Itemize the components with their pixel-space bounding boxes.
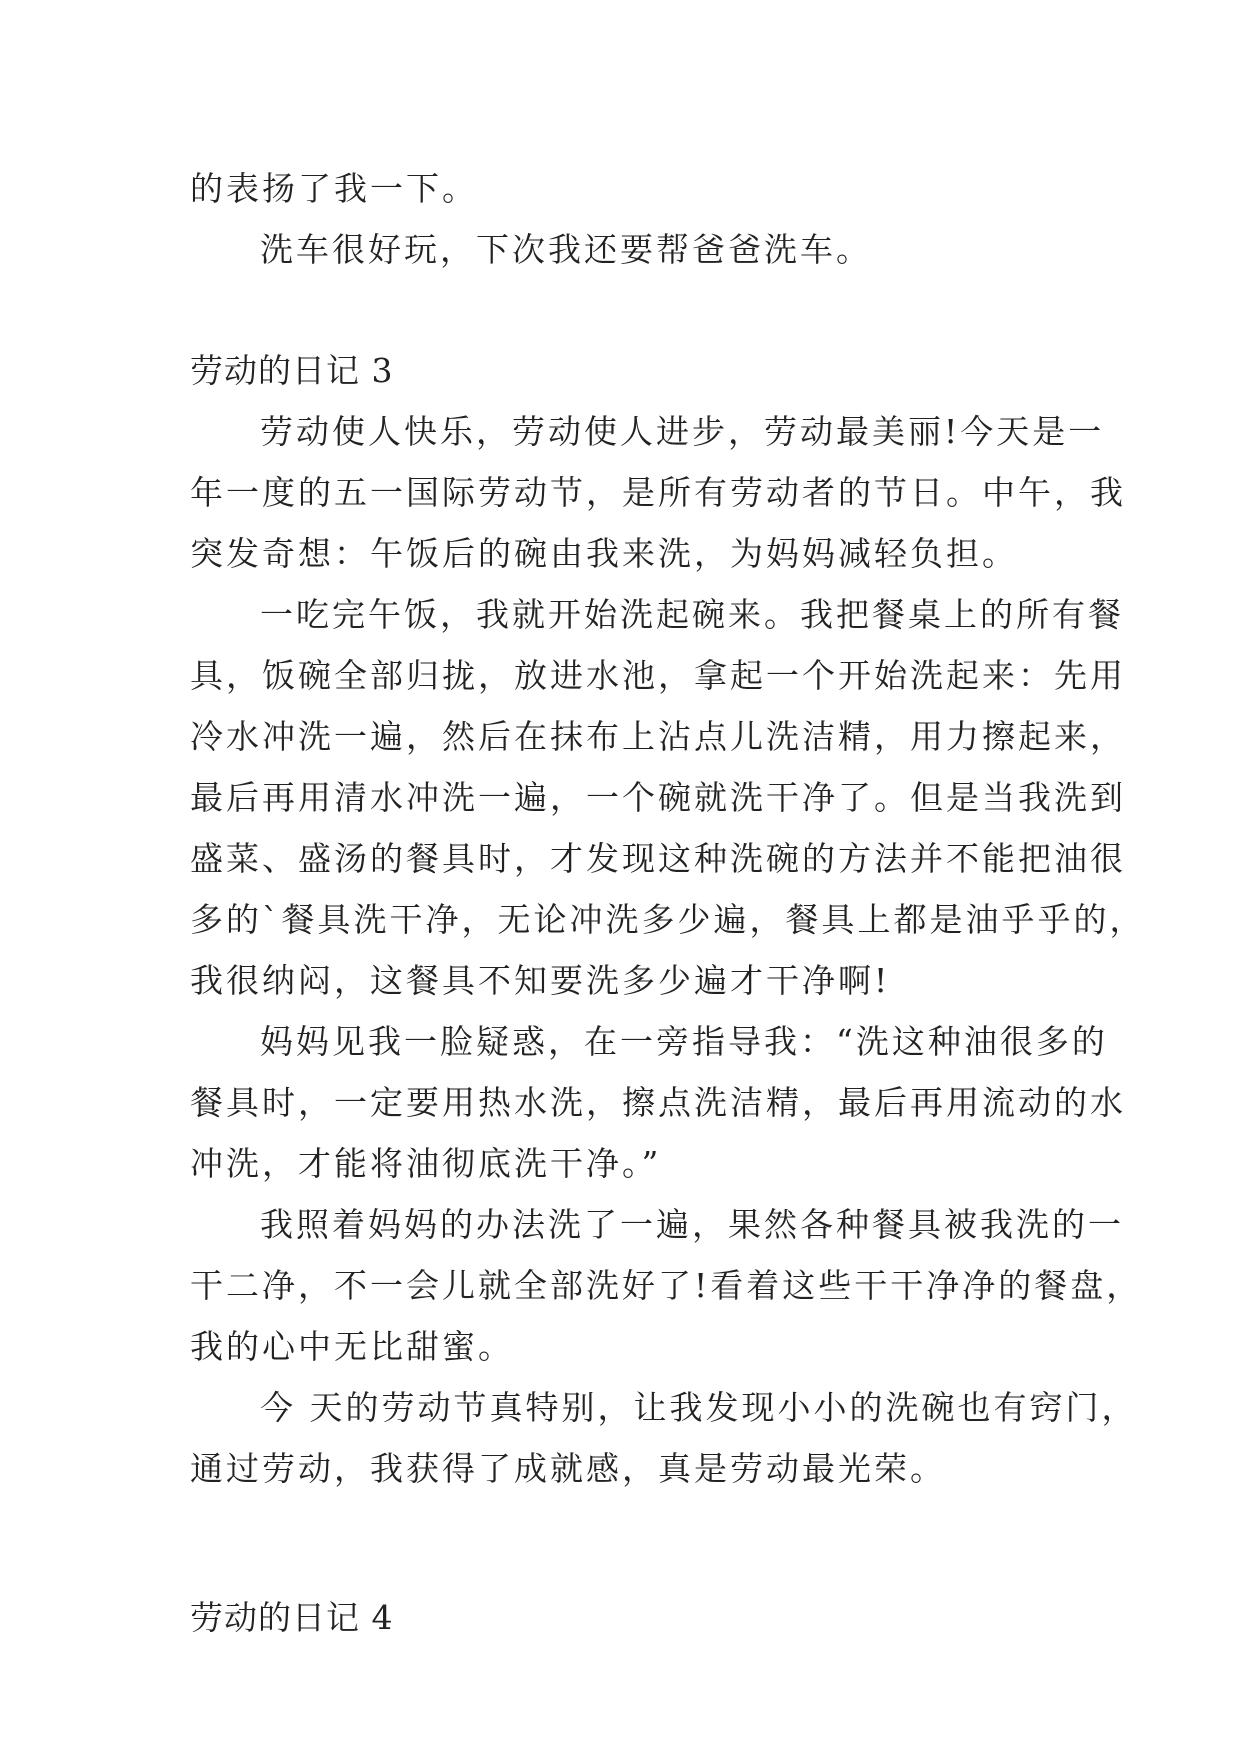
paragraph: [190, 584, 1146, 1011]
paragraph: [190, 1011, 1126, 1194]
text-line: 我很纳闷，这餐具不知要洗多少遍才干净啊!: [190, 961, 891, 1000]
text-line: 最后再用清水冲洗一遍，一个碗就洗干净了。但是当我洗到: [190, 778, 1126, 817]
text-line: 多的`餐具洗干净，无论冲洗多少遍，餐具上都是油乎乎的，: [190, 900, 1146, 939]
text-line: 突发奇想：午饭后的碗由我来洗，为妈妈减轻负担。: [190, 534, 1018, 573]
paragraph: [190, 401, 1126, 584]
text-line: 一吃完午饭，我就开始洗起碗来。我把餐桌上的所有餐: [260, 595, 1124, 634]
text-line: 妈妈见我一脸疑惑，在一旁指导我：“洗这种油很多的: [260, 1022, 1108, 1061]
paragraph: [190, 1377, 1138, 1499]
text-line: 具，饭碗全部归拢，放进水池，拿起一个开始洗起来：先用: [190, 656, 1126, 695]
text-line: 年一度的五一国际劳动节，是所有劳动者的节日。中午，我: [190, 473, 1126, 512]
intro-line: 的表扬了我一下。: [190, 169, 478, 208]
paragraph: [190, 1194, 1143, 1377]
document-body: [190, 158, 1146, 1648]
text-line: 餐具时，一定要用热水洗，擦点洗洁精，最后再用流动的水: [190, 1083, 1126, 1122]
text-line: 盛菜、盛汤的餐具时，才发现这种洗碗的方法并不能把油很: [190, 839, 1126, 878]
text-line: 我的心中无比甜蜜。: [190, 1327, 514, 1366]
section-title: 劳动的日记 3: [190, 351, 394, 390]
text-line: 干二净，不一会儿就全部洗好了!看着这些干干净净的餐盘，: [190, 1266, 1143, 1305]
text-line: 通过劳动，我获得了成就感，真是劳动最光荣。: [190, 1449, 946, 1488]
intro-line: 洗车很好玩，下次我还要帮爸爸洗车。: [260, 230, 872, 269]
text-line: 今 天的劳动节真特别，让我发现小小的洗碗也有窍门，: [260, 1388, 1138, 1427]
text-line: 冲洗，才能将油彻底洗干净。”: [190, 1144, 662, 1183]
section-title: 劳动的日记 4: [190, 1598, 394, 1637]
text-line: 劳动使人快乐，劳动使人进步，劳动最美丽!今天是一: [260, 412, 1105, 451]
text-line: 我照着妈妈的办法洗了一遍，果然各种餐具被我洗的一: [260, 1205, 1124, 1244]
text-line: 冷水冲洗一遍，然后在抹布上沾点儿洗洁精，用力擦起来，: [190, 717, 1126, 756]
